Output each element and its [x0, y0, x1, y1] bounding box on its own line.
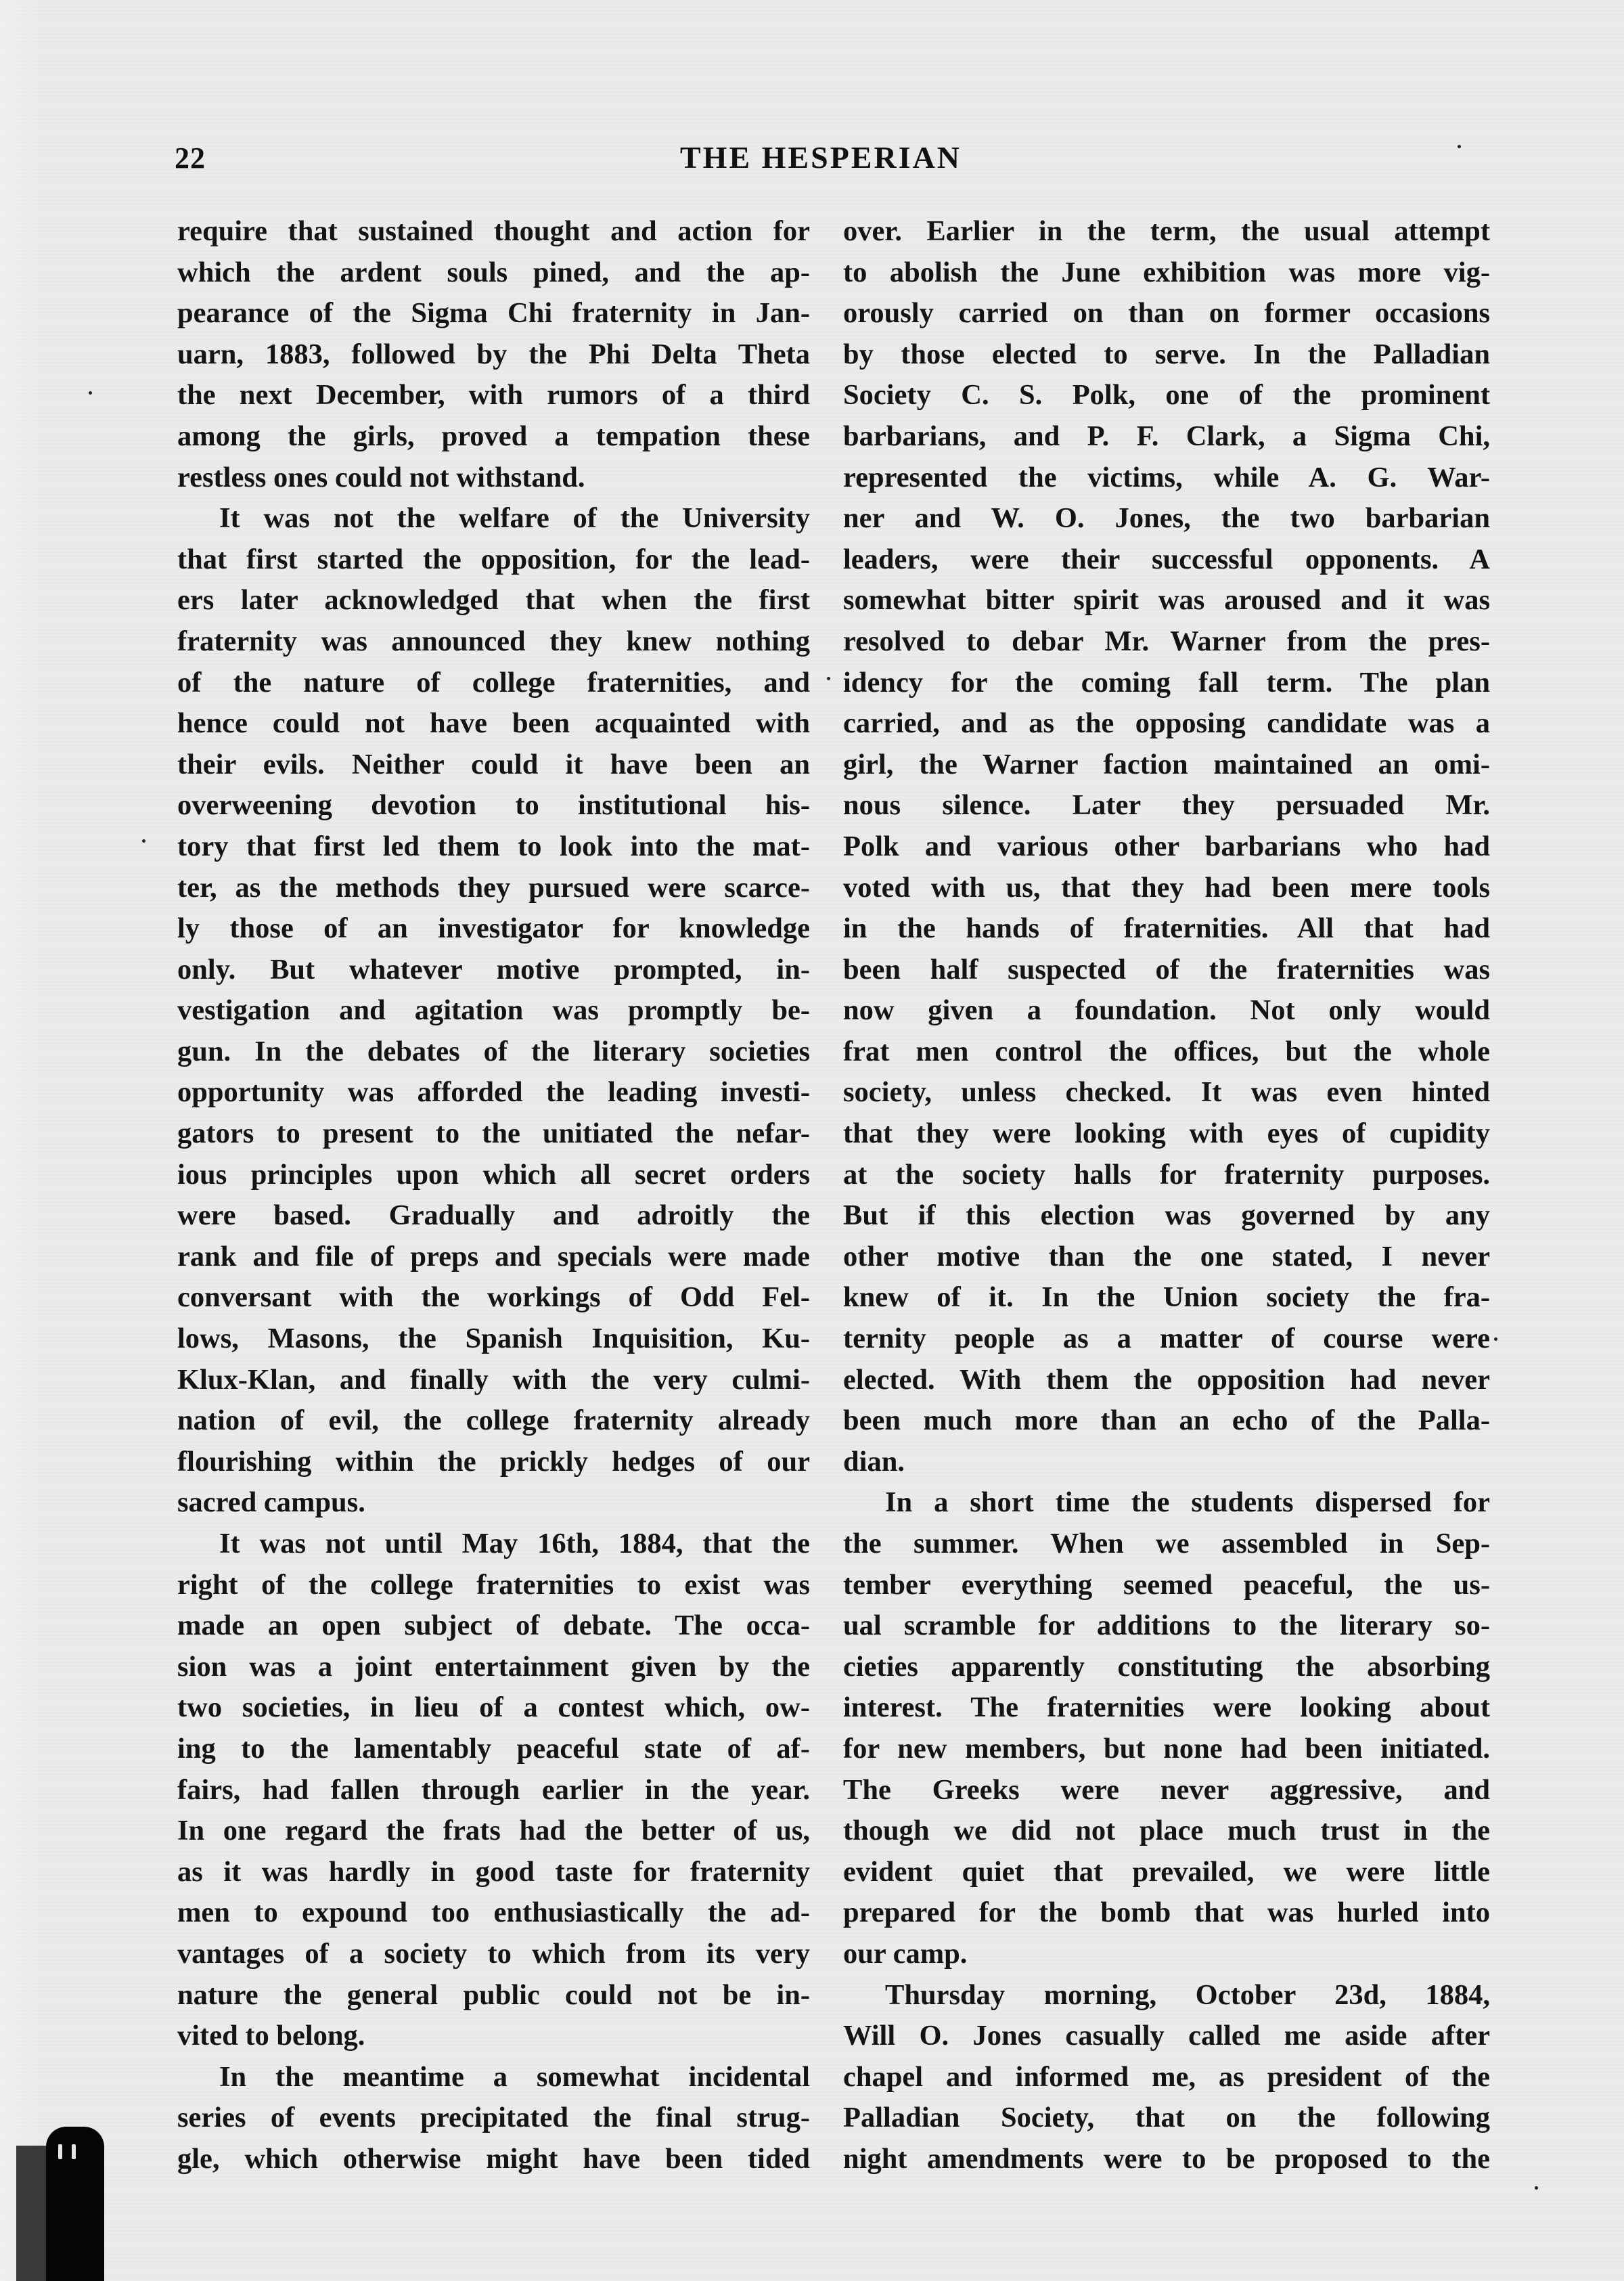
text-line: our camp.: [843, 1937, 968, 1970]
text-line: voted with us, that they had been mere tools: [843, 871, 1490, 904]
text-line: But if this election was governed by any: [843, 1199, 1490, 1232]
text-line: In a short time the students dispersed for: [885, 1486, 1490, 1519]
text-line: ing to the lamentably peaceful state of af-: [177, 1732, 810, 1765]
text-line: their evils. Neither could it have been an: [177, 748, 810, 780]
text-line: interest. The fraternities were looking about: [843, 1691, 1490, 1724]
text-line: ner and W. O. Jones, the two barbarian: [843, 502, 1490, 535]
text-line: vantages of a society to which from its very: [177, 1937, 810, 1970]
text-line: somewhat bitter spirit was aroused and it was: [843, 584, 1490, 617]
text-line: nature the general public could not be in-: [177, 1978, 810, 2011]
text-line: leaders, were their successful opponents. A: [843, 543, 1490, 575]
text-line: night amendments were to be proposed to the: [843, 2142, 1490, 2175]
text-line: girl, the Warner faction maintained an omi-: [843, 748, 1490, 780]
text-line: elected. With them the opposition had never: [843, 1363, 1490, 1396]
text-line: only. But whatever motive prompted, in-: [177, 953, 810, 986]
text-line: lows, Masons, the Spanish Inquisition, Ku-: [177, 1323, 810, 1355]
page-number: 22: [175, 141, 206, 175]
text-line: opportunity was afforded the leading investi-: [177, 1076, 810, 1109]
text-line: tory that first led them to look into the mat-: [177, 830, 810, 862]
speck: [1494, 1337, 1497, 1341]
left-column: [177, 211, 810, 2180]
speck: [827, 677, 830, 680]
text-line: to abolish the June exhibition was more vig-: [843, 256, 1490, 288]
binding-shadow: [16, 2146, 50, 2281]
right-column: [843, 211, 1490, 2180]
text-line: It was not the welfare of the University: [219, 502, 810, 535]
text-line: nous silence. Later they persuaded Mr.: [843, 789, 1490, 822]
text-line: pearance of the Sigma Chi fraternity in Jan-: [177, 297, 810, 330]
text-line: now given a foundation. Not only would: [843, 994, 1490, 1027]
text-line: chapel and informed me, as president of the: [843, 2060, 1490, 2093]
text-line: in the hands of fraternities. All that had: [843, 912, 1490, 945]
text-line: overweening devotion to institutional his-: [177, 789, 810, 822]
text-line: for new members, but none had been initiated.: [843, 1732, 1490, 1765]
text-line: orously carried on than on former occasions: [843, 297, 1490, 330]
text-line: ers later acknowledged that when the first: [177, 584, 810, 617]
text-line: dian.: [843, 1445, 905, 1478]
text-line: fairs, had fallen through earlier in the year.: [177, 1773, 810, 1806]
text-line: Will O. Jones casually called me aside after: [843, 2020, 1490, 2052]
text-line: of the nature of college fraternities, and: [177, 666, 810, 699]
text-line: gle, which otherwise might have been tided: [177, 2142, 810, 2175]
text-line: Thursday morning, October 23d, 1884,: [885, 1978, 1490, 2011]
text-line: by those elected to serve. In the Palladian: [843, 338, 1490, 370]
text-line: prepared for the bomb that was hurled into: [843, 1897, 1490, 1929]
text-line: right of the college fraternities to exist was: [177, 1568, 810, 1601]
text-line: fraternity was announced they knew nothing: [177, 625, 810, 657]
text-line: flourishing within the prickly hedges of our: [177, 1445, 810, 1478]
text-line: series of events precipitated the final strug-: [177, 2102, 810, 2134]
text-line: nation of evil, the college fraternity already: [177, 1404, 810, 1437]
text-line: ly those of an investigator for knowledge: [177, 912, 810, 945]
text-line: gators to present to the unitiated the nefar-: [177, 1117, 810, 1150]
text-line: In the meantime a somewhat incidental: [219, 2060, 810, 2093]
text-line: sion was a joint entertainment given by the: [177, 1650, 810, 1683]
text-line: restless ones could not withstand.: [177, 461, 585, 493]
binding-notch-2: [72, 2144, 76, 2159]
text-line: two societies, in lieu of a contest which, ow-: [177, 1691, 810, 1724]
text-line: resolved to debar Mr. Warner from the pres-: [843, 625, 1490, 657]
text-line: In one regard the frats had the better of us,: [177, 1815, 810, 1847]
text-line: gun. In the debates of the literary societies: [177, 1035, 810, 1067]
text-line: cieties apparently constituting the absorbing: [843, 1650, 1490, 1683]
text-line: men to expound too enthusiastically the ad-: [177, 1897, 810, 1929]
text-line: tember everything seemed peaceful, the us-: [843, 1568, 1490, 1601]
text-line: that first started the opposition, for the lead-: [177, 543, 810, 575]
text-line: society, unless checked. It was even hinted: [843, 1076, 1490, 1109]
running-head: THE HESPERIAN: [680, 140, 962, 175]
text-line: been half suspected of the fraternities was: [843, 953, 1490, 986]
text-line: carried, and as the opposing candidate was a: [843, 707, 1490, 740]
text-line: at the society halls for fraternity purposes.: [843, 1158, 1490, 1191]
text-line: idency for the coming fall term. The plan: [843, 666, 1490, 699]
text-line: among the girls, proved a tempation these: [177, 420, 810, 452]
text-line: evident quiet that prevailed, we were little: [843, 1855, 1490, 1888]
text-line: over. Earlier in the term, the usual attempt: [843, 215, 1490, 247]
text-line: Klux-Klan, and finally with the very culmi-: [177, 1363, 810, 1396]
text-line: sacred campus.: [177, 1486, 365, 1519]
text-line: been much more than an echo of the Palla-: [843, 1404, 1490, 1437]
speck: [1535, 2186, 1538, 2190]
text-line: Palladian Society, that on the following: [843, 2102, 1490, 2134]
speck: [1458, 145, 1461, 148]
text-line: that they were looking with eyes of cupidity: [843, 1117, 1490, 1150]
text-line: frat men control the offices, but the whole: [843, 1035, 1490, 1067]
text-line: though we did not place much trust in the: [843, 1815, 1490, 1847]
text-line: represented the victims, while A. G. War-: [843, 461, 1490, 493]
text-line: Society C. S. Polk, one of the prominent: [843, 379, 1490, 412]
text-line: ious principles upon which all secret orders: [177, 1158, 810, 1191]
text-line: made an open subject of debate. The occa-: [177, 1610, 810, 1642]
text-line: Polk and various other barbarians who had: [843, 830, 1490, 862]
text-line: other motive than the one stated, I never: [843, 1240, 1490, 1272]
text-line: The Greeks were never aggressive, and: [843, 1773, 1490, 1806]
text-line: vestigation and agitation was promptly be-: [177, 994, 810, 1027]
text-line: ternity people as a matter of course were: [843, 1323, 1490, 1355]
text-line: the summer. When we assembled in Sep-: [843, 1528, 1490, 1559]
text-line: ter, as the methods they pursued were scarce-: [177, 871, 810, 904]
text-line: the next December, with rumors of a third: [177, 379, 810, 412]
text-line: which the ardent souls pined, and the ap-: [177, 256, 810, 288]
text-line: conversant with the workings of Odd Fel-: [177, 1281, 810, 1314]
text-line: as it was hardly in good taste for fraternity: [177, 1855, 810, 1888]
text-line: hence could not have been acquainted with: [177, 707, 810, 740]
text-line: It was not until May 16th, 1884, that the: [219, 1528, 810, 1559]
text-line: require that sustained thought and action for: [177, 215, 810, 247]
speck: [89, 391, 92, 395]
text-line: knew of it. In the Union society the fra-: [843, 1281, 1490, 1314]
text-line: vited to belong.: [177, 2020, 365, 2052]
text-line: barbarians, and P. F. Clark, a Sigma Chi,: [843, 420, 1490, 452]
speck: [142, 839, 145, 843]
text-line: uarn, 1883, followed by the Phi Delta Theta: [177, 338, 810, 370]
text-line: ual scramble for additions to the literary so-: [843, 1610, 1490, 1642]
binding-notch-1: [58, 2144, 62, 2159]
text-line: rank and file of preps and specials were made: [177, 1240, 810, 1272]
text-line: were based. Gradually and adroitly the: [177, 1199, 810, 1232]
